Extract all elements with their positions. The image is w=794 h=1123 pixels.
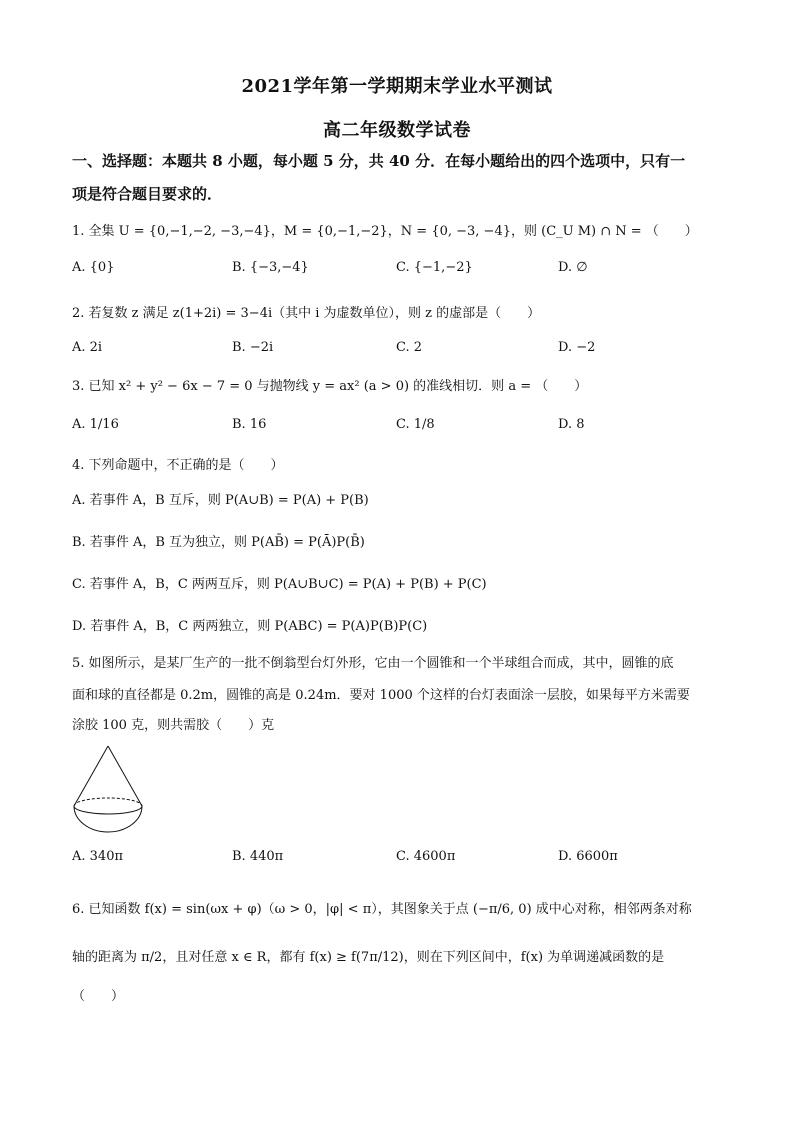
question-1-stem: 1. 全集 U = {0,−1,−2, −3,−4}，M = {0,−1,−2}，N = {0, −3, −4}，则 (C_U M) ∩ N = （ ） (72, 224, 698, 239)
question-6-line2: 轴的距离为 π/2，且对任意 x ∈ R，都有 f(x) ≥ f(7π/12)，则在下列区间中，f(x) 为单调递减函数的是 (72, 950, 665, 965)
q3-option-d[interactable]: D. 8 (558, 417, 585, 432)
q3-option-a[interactable]: A. 1/16 (72, 417, 119, 432)
question-6-line3: （ ） (72, 989, 125, 1004)
question-5-line2: 面和球的直径都是 0.2m，圆锥的高是 0.24m．要对 1000 个这样的台灯表面涂一层胶，如果每平方米需要 (72, 688, 690, 703)
exam-title: 2021学年第一学期期末学业水平测试 (241, 76, 553, 97)
section-heading-line2: 项是符合题目要求的． (72, 185, 223, 203)
q3-option-b[interactable]: B. 16 (232, 417, 267, 432)
q4-option-b[interactable]: B. 若事件 A，B 互为独立，则 P(AB̄) = P(Ā)P(B̄) (72, 535, 365, 550)
cone-hemisphere-figure (72, 744, 144, 836)
question-6-line1: 6. 已知函数 f(x) = sin(ωx + φ)（ω > 0，|φ| < π），其图象关于点 (−π/6, 0) 成中心对称，相邻两条对称 (72, 902, 692, 917)
q3-option-c[interactable]: C. 1/8 (396, 417, 435, 432)
question-5-line3: 涂胶 100 克，则共需胶（ ）克 (72, 718, 275, 733)
section-heading-line1: 一、选择题：本题共 8 小题，每小题 5 分，共 40 分．在每小题给出的四个选项中，只有一 (72, 152, 686, 170)
q2-option-a[interactable]: A. 2i (72, 340, 103, 355)
q1-option-c[interactable]: C. {−1,−2} (396, 260, 473, 275)
q4-option-c[interactable]: C. 若事件 A，B，C 两两互斥，则 P(A∪B∪C) = P(A) + P(B) + P(C) (72, 577, 487, 592)
exam-subtitle: 高二年级数学试卷 (323, 120, 471, 141)
q1-option-d[interactable]: D. ∅ (558, 260, 588, 275)
question-4-stem: 4. 下列命题中，不正确的是（ ） (72, 458, 284, 473)
q5-option-d[interactable]: D. 6600π (558, 849, 618, 864)
q4-option-d[interactable]: D. 若事件 A，B，C 两两独立，则 P(ABC) = P(A)P(B)P(C) (72, 619, 428, 634)
q2-option-c[interactable]: C. 2 (396, 340, 423, 355)
q5-option-b[interactable]: B. 440π (232, 849, 284, 864)
q5-option-c[interactable]: C. 4600π (396, 849, 456, 864)
q2-option-b[interactable]: B. −2i (232, 340, 274, 355)
q2-option-d[interactable]: D. −2 (558, 340, 596, 355)
question-5-line1: 5. 如图所示，是某厂生产的一批不倒翁型台灯外形，它由一个圆锥和一个半球组合而成，其中，圆锥的底 (72, 656, 674, 671)
q1-option-a[interactable]: A. {0} (72, 260, 115, 275)
question-2-stem: 2. 若复数 z 满足 z(1+2i) = 3−4i（其中 i 为虚数单位），则 z 的虚部是（ ） (72, 306, 541, 321)
q5-option-a[interactable]: A. 340π (72, 849, 124, 864)
q1-option-b[interactable]: B. {−3,−4} (232, 260, 309, 275)
q4-option-a[interactable]: A. 若事件 A，B 互斥，则 P(A∪B) = P(A) + P(B) (72, 493, 369, 508)
question-3-stem: 3. 已知 x² + y² − 6x − 7 = 0 与抛物线 y = ax² (a > 0) 的准线相切．则 a = （ ） (72, 379, 588, 394)
